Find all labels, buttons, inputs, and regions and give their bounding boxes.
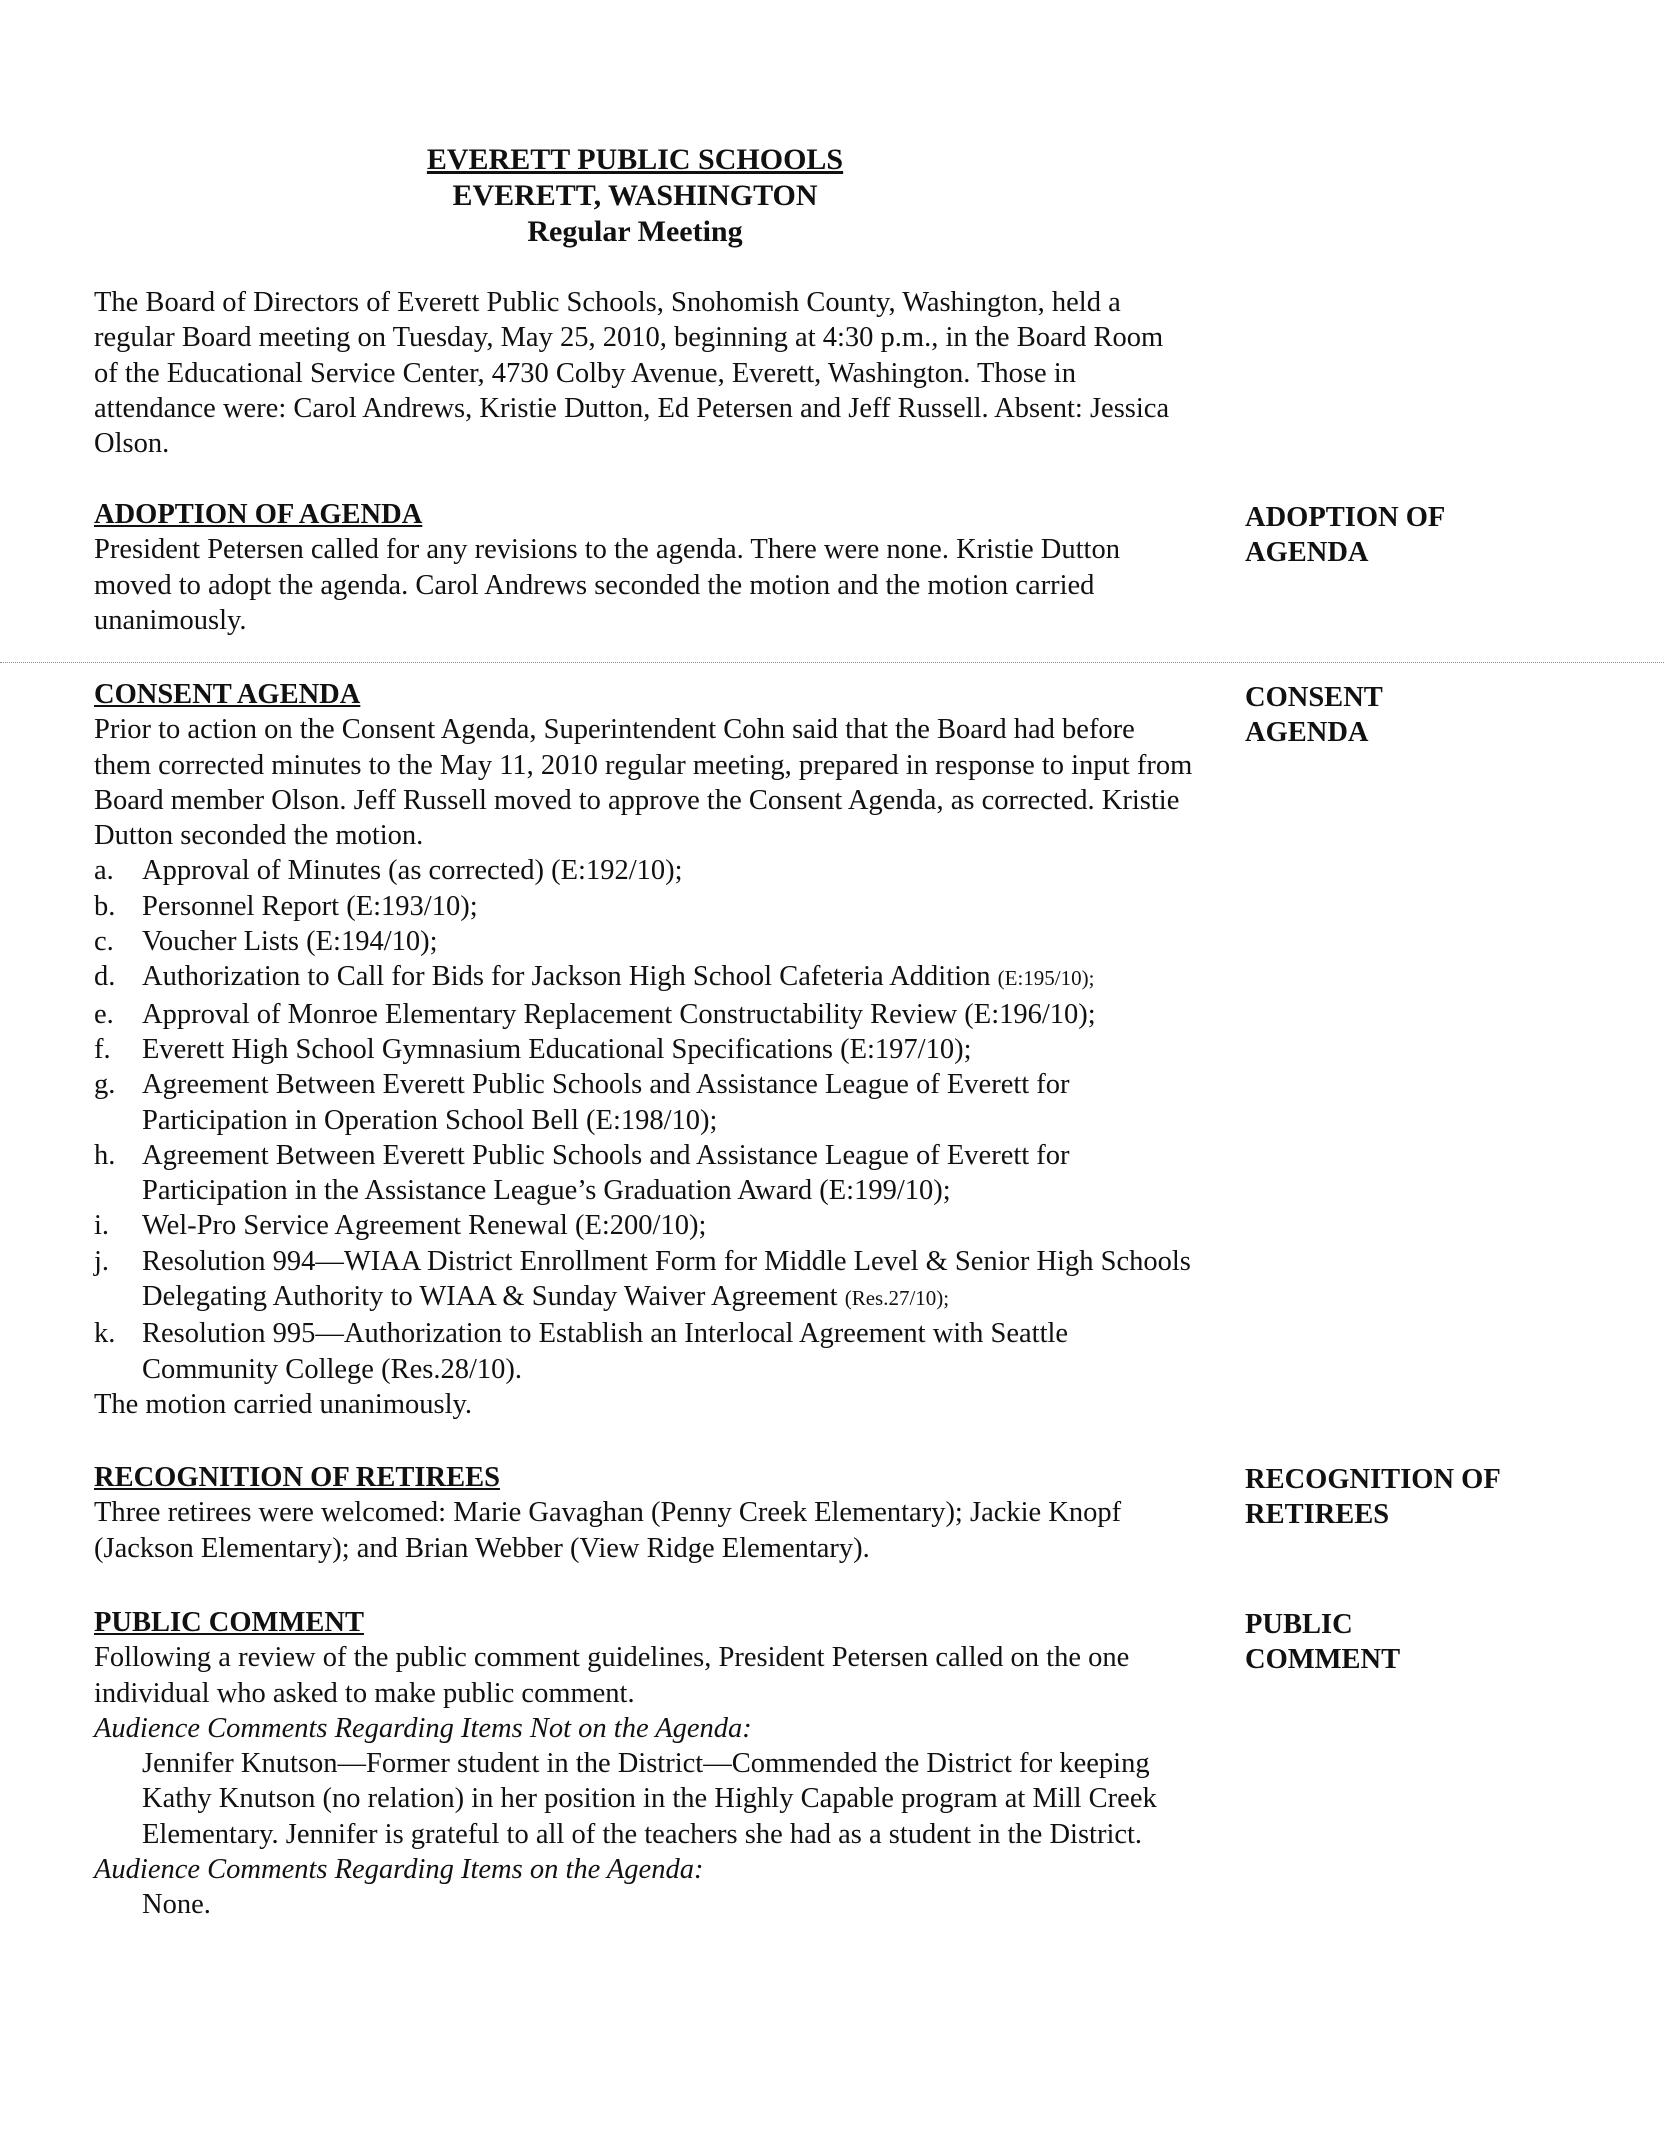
retirees-title: RECOGNITION OF RETIREES	[94, 1462, 500, 1493]
list-item-text: Authorization to Call for Bids for Jackson High School Cafeteria Addition	[142, 961, 998, 993]
list-marker: f.	[94, 1033, 111, 1065]
list-item-text: Personnel Report (E:193/10);	[142, 890, 478, 922]
adoption-body: President Petersen called for any revisions to the agenda. There were none. Kristie Dutton moved to adopt the agenda. Carol Andrews seconded the motion and the motion carried unanimously.	[94, 534, 1120, 636]
consent-closing: The motion carried unanimously.	[94, 1388, 473, 1420]
list-item-text: Voucher Lists (E:194/10);	[142, 926, 438, 958]
audience-not-on-agenda-heading: Audience Comments Regarding Items Not on the Agenda:	[94, 1712, 752, 1744]
list-marker: j.	[94, 1245, 110, 1277]
side-heading-line: AGENDA	[1245, 537, 1369, 568]
document-header	[0, 142, 1270, 250]
list-item	[94, 1032, 1194, 1067]
list-marker: d.	[94, 961, 116, 993]
adoption-section	[94, 497, 1194, 638]
audience-on-agenda-heading: Audience Comments Regarding Items on the Agenda:	[94, 1854, 704, 1886]
list-item-text: Wel-Pro Service Agreement Renewal (E:200/10);	[142, 1210, 707, 1242]
header-district: EVERETT PUBLIC SCHOOLS	[426, 143, 844, 176]
list-item-text: Approval of Monroe Elementary Replacement Constructability Review (E:196/10);	[142, 998, 1096, 1030]
list-item	[94, 1208, 1194, 1243]
retirees-section	[94, 1460, 1194, 1566]
list-item	[94, 889, 1194, 924]
retirees-side-heading	[1245, 1462, 1565, 1532]
consent-side-heading	[1245, 680, 1565, 750]
side-heading-line: ADOPTION OF	[1245, 502, 1446, 533]
side-heading-line: CONSENT	[1245, 682, 1383, 713]
list-item-text: Approval of Minutes (as corrected) (E:192/10);	[142, 855, 683, 887]
list-item	[94, 959, 1194, 996]
list-item-reference: (E:195/10);	[997, 966, 1095, 991]
header-location: EVERETT, WASHINGTON	[452, 179, 818, 212]
list-item-text: Resolution 995—Authorization to Establish an Interlocal Agreement with Seattle Community College (Res.28/10).	[142, 1318, 1069, 1385]
side-heading-line: PUBLIC	[1245, 1609, 1353, 1640]
list-marker: k.	[94, 1318, 116, 1350]
list-item	[94, 1138, 1194, 1209]
side-heading-line: COMMENT	[1245, 1644, 1401, 1675]
section-divider	[0, 662, 1664, 663]
side-heading-line: RECOGNITION OF	[1245, 1464, 1501, 1495]
list-item-reference: (Res.27/10);	[844, 1286, 950, 1311]
list-item	[94, 853, 1194, 888]
list-marker: g.	[94, 1069, 116, 1101]
consent-section	[94, 677, 1194, 1422]
list-item-text: Everett High School Gymnasium Educational Specifications (E:197/10);	[142, 1033, 972, 1065]
list-item	[94, 1316, 1194, 1387]
consent-body: Prior to action on the Consent Agenda, Superintendent Cohn said that the Board had before them corrected minutes to the May 11, 2010 regular meeting, prepared in response to input from Board member Olson. Jeff Russell moved to approve the Consent Agenda, as corrected. Kristie Dutton seconded the motion.	[94, 714, 1193, 852]
public-comment-body: Following a review of the public comment guidelines, President Petersen called on the one individual who asked to make public comment.	[94, 1642, 1130, 1709]
consent-items-list	[94, 853, 1194, 1386]
list-marker: i.	[94, 1210, 110, 1242]
adoption-side-heading	[1245, 500, 1565, 570]
audience-not-on-agenda-body: Jennifer Knutson—Former student in the District—Commended the District for keeping Kathy Knutson (no relation) in her position in the Highly Capable program at Mill Creek Elementary. Jennifer is grateful to all of the teachers she had as a student in the District.	[142, 1748, 1157, 1850]
list-marker: c.	[94, 926, 114, 958]
intro-paragraph: The Board of Directors of Everett Public Schools, Snohomish County, Washington, held a regular Board meeting on Tuesday, May 25, 2010, beginning at 4:30 p.m., in the Board Room of the Educational Service Center, 4730 Colby Avenue, Everett, Washington. Those in attendance were: Carol Andrews, Kristie Dutton, Ed Petersen and Jeff Russell. Absent: Jessica Olson.	[94, 287, 1170, 460]
header-meeting-type: Regular Meeting	[527, 215, 743, 248]
adoption-title: ADOPTION OF AGENDA	[94, 499, 423, 530]
list-item-text: Resolution 994—WIAA District Enrollment Form for Middle Level & Senior High Schools Delegating Authority to WIAA & Sunday Waiver Agreement	[142, 1245, 1191, 1313]
public-comment-section	[94, 1605, 1194, 1923]
audience-on-agenda-body: None.	[142, 1889, 211, 1921]
list-item	[94, 1067, 1194, 1138]
list-item	[94, 1244, 1194, 1317]
side-heading-line: AGENDA	[1245, 717, 1369, 748]
list-marker: a.	[94, 855, 114, 887]
list-item	[94, 924, 1194, 959]
list-marker: h.	[94, 1139, 116, 1171]
public-comment-side-heading	[1245, 1607, 1565, 1677]
consent-title: CONSENT AGENDA	[94, 679, 361, 710]
list-item	[94, 997, 1194, 1032]
list-item-text: Agreement Between Everett Public Schools and Assistance League of Everett for Participation in the Assistance League’s Graduation Award (E:199/10);	[142, 1139, 1070, 1207]
list-marker: e.	[94, 998, 114, 1030]
side-heading-line: RETIREES	[1245, 1499, 1390, 1530]
public-comment-title: PUBLIC COMMENT	[94, 1607, 364, 1638]
list-marker: b.	[94, 890, 116, 922]
retirees-body: Three retirees were welcomed: Marie Gavaghan (Penny Creek Elementary); Jackie Knopf (Jackson Elementary); and Brian Webber (View Ridge Elementary).	[94, 1497, 1122, 1564]
list-item-text: Agreement Between Everett Public Schools and Assistance League of Everett for Participation in Operation School Bell (E:198/10);	[142, 1069, 1070, 1136]
